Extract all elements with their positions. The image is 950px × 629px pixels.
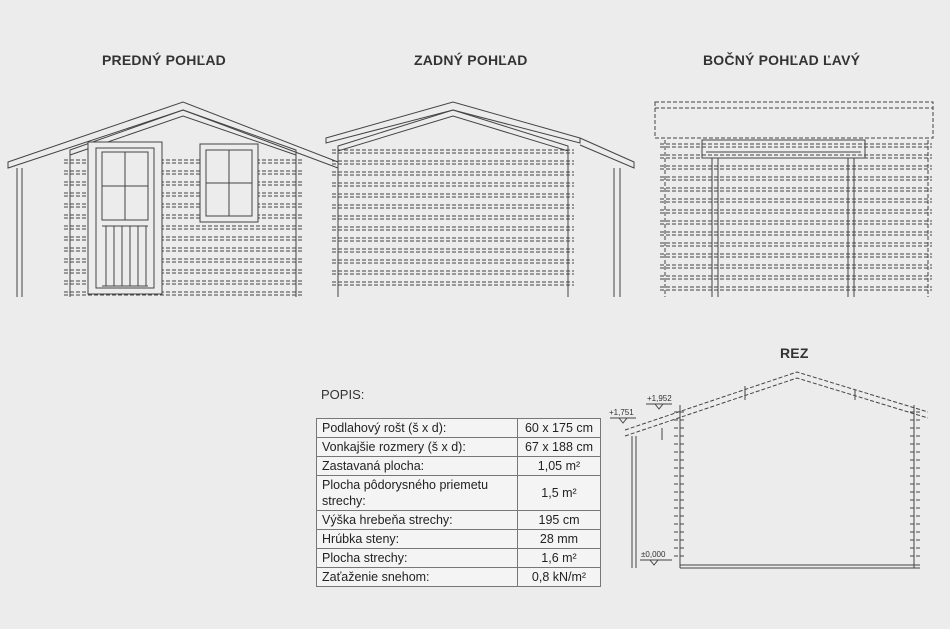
ground-level-label: ±0,000 [641,550,666,559]
spec-label: Vonkajšie rozmery (š x d): [317,438,518,457]
spec-value: 1,6 m² [518,549,601,568]
table-row [317,511,601,530]
section-view-title: REZ [780,345,809,361]
spec-label: Plocha pôdorysného priemetu strechy: [317,476,518,511]
side-view-title: BOČNÝ POHĽAD ĽAVÝ [703,52,861,68]
specs-table [316,418,601,587]
front-view-title: PREDNÝ POHĽAD [102,52,226,68]
table-row [317,438,601,457]
spec-label: Výška hrebeňa strechy: [317,511,518,530]
spec-value: 0,8 kN/m² [518,568,601,587]
back-view-title: ZADNÝ POHĽAD [414,52,528,68]
eave-level-label: +1,751 [609,408,634,417]
spec-value: 1,5 m² [518,476,601,511]
spec-label: Zaťaženie snehom: [317,568,518,587]
table-row [317,530,601,549]
spec-value: 60 x 175 cm [518,419,601,438]
spec-value: 195 cm [518,511,601,530]
spec-label: Hrúbka steny: [317,530,518,549]
table-row [317,568,601,587]
spec-value: 28 mm [518,530,601,549]
spec-label: Podlahový rošt (š x d): [317,419,518,438]
popis-heading: POPIS: [321,387,365,402]
ridge-level-label: +1,952 [647,394,672,403]
table-row [317,549,601,568]
front-view-drawing [8,102,338,297]
back-view-drawing [326,102,634,297]
side-view-drawing [655,102,933,297]
spec-label: Plocha strechy: [317,549,518,568]
spec-value: 1,05 m² [518,457,601,476]
table-row [317,457,601,476]
table-row [317,476,601,511]
spec-value: 67 x 188 cm [518,438,601,457]
table-row [317,419,601,438]
spec-label: Zastavaná plocha: [317,457,518,476]
